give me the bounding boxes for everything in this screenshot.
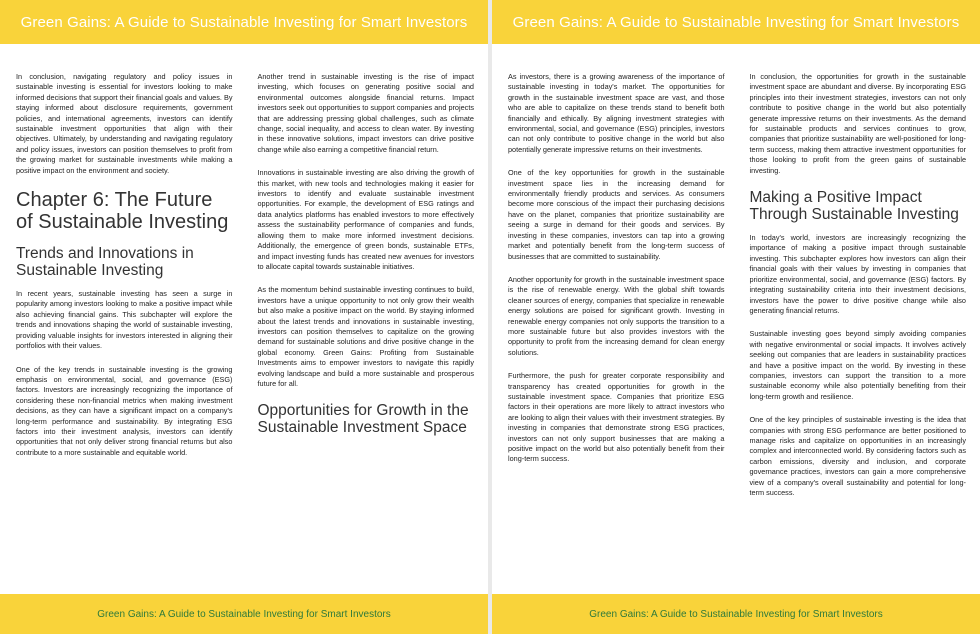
column-1 [508, 72, 725, 586]
header-title: Green Gains: A Guide to Sustainable Investing for Smart Investors [20, 13, 468, 31]
left-page-columns [16, 72, 474, 586]
paragraph: One of the key principles of sustainable investing is the idea that companies with strong ESG performance are better positioned to manage risks and capitalize on opportunities in an increasingly complex and interconnected world. By considering factors such as carbon emissions, diversity and inclusion, and corporate governance practices, investors can gain a more comprehensive view of a company's overall sustainability and potential for long-term success. [749, 415, 966, 497]
paragraph: As investors, there is a growing awareness of the importance of sustainable investing in today's market. The opportunities for growth in the sustainable investment space are vast, and those who are able to capitalize on these trends stand to benefit both financially and ethically. By aligning investment strategies with environmental, social, and governance (ESG) principles, investors can not only contribute to positive change in the world but also potentially generate impressive returns on their investments. [508, 72, 725, 154]
footer-title: Green Gains: A Guide to Sustainable Investing for Smart Investors [97, 608, 391, 620]
page-header [0, 0, 488, 44]
page-footer [0, 594, 488, 634]
paragraph: One of the key trends in sustainable investing is the growing emphasis on environmental, social, and governance (ESG) factors. Investors are increasingly recognizing the importance of considering these non-financial metrics when making investment decisions, as they can have a significant impact on a company's long-term performance and sustainability. By integrating ESG factors into their investment analysis, investors can identify opportunities that not only deliver strong financial returns but also contribute to a more sustainable and equitable world. [16, 364, 233, 457]
paragraph: Furthermore, the push for greater corporate responsibility and transparency has created opportunities for growth in the sustainable investment space. Companies that prioritize ESG factors in their operations are more likely to attract investors who are looking to align their values with their investment strategies. By investing in companies that demonstrate strong ESG practices, investors can not only support businesses that are making a positive impact on the world but also potentially benefit from their long-term success. [508, 371, 725, 464]
column-1 [16, 72, 233, 586]
paragraph: In conclusion, navigating regulatory and policy issues in sustainable investing is essential for investors looking to make informed decisions that support their financial goals and values. By staying informed about disclosure requirements, government policies, and international agreements, investors can identify sustainable investment opportunities that align with their objectives. Ultimately, by understanding and navigating regulatory and policy issues, investors can position themselves to profit from the growing market for sustainable investments while making a positive impact on the environment and society. [16, 72, 233, 175]
paragraph: In today's world, investors are increasingly recognizing the importance of making a positive impact through sustainable investing. This subchapter explores how investors can align their financial goals with their values by investing in companies that prioritize environmental, social, and governance (ESG) factors. By integrating sustainability criteria into their investment decisions, investors have the power to drive positive change while also generating financial returns. [749, 233, 966, 315]
paragraph: In recent years, sustainable investing has seen a surge in popularity among investors looking to make a positive impact while also achieving financial gains. This subchapter will explore the trends and innovations shaping the world of sustainable investing, providing valuable insights for investors interested in aligning their portfolios with their values. [16, 289, 233, 351]
page-footer [492, 594, 980, 634]
chapter-title: Chapter 6: The Future of Sustainable Investing [16, 189, 229, 234]
column-2 [258, 72, 475, 586]
header-title: Green Gains: A Guide to Sustainable Investing for Smart Investors [512, 13, 960, 31]
paragraph: Innovations in sustainable investing are also driving the growth of this market, with new tools and technologies making it easier for investors to identify and evaluate sustainable investment opportunities. For example, the development of ESG ratings and data analytics platforms has enabled investors to more effectively assess the sustainability performance of companies and funds, allowing them to make more informed investment decisions. Additionally, the emergence of green bonds, sustainable ETFs, and impact investing funds has created new avenues for investors to allocate capital towards sustainable initiatives. [257, 168, 474, 271]
left-page [0, 0, 488, 634]
footer-title: Green Gains: A Guide to Sustainable Investing for Smart Investors [589, 608, 883, 620]
section-title: Making a Positive Impact Through Sustainable Investing [749, 189, 959, 224]
paragraph: Sustainable investing goes beyond simply avoiding companies with negative environmental or social impacts. It involves actively seeking out companies that are leaders in sustainability practices and have a positive impact on the world. By investing in these companies, investors can support the transition to a more sustainable economy while also potentially benefiting from their long-term growth and resilience. [749, 329, 966, 401]
page-header [492, 0, 980, 44]
paragraph: As the momentum behind sustainable investing continues to build, investors have a unique opportunity to not only grow their wealth but also make a positive impact on the world. By staying informed about the latest trends and innovations in sustainable investing, investors can position themselves to capitalize on the growing demand for sustainable solutions and drive positive change in the global economy. Green Gains: Profiting from Sustainable Investments aims to empower investors to navigate this rapidly evolving landscape and build a more sustainable and prosperous future for all. [257, 285, 474, 388]
column-2 [750, 72, 967, 586]
right-page-columns [508, 72, 966, 586]
paragraph: One of the key opportunities for growth in the sustainable investment space lies in the increasing demand for environmentally friendly products and services. As consumers become more conscious of the impact their purchasing decisions have on the planet, companies that prioritize sustainability are seeing a surge in demand for their goods and services. By investing in these companies, investors can tap into a growing market and potentially benefit from the long-term success of businesses that are committed to sustainability. [508, 168, 725, 261]
right-page [492, 0, 980, 634]
section-title: Opportunities for Growth in the Sustainable Investment Space [257, 402, 469, 437]
paragraph: Another trend in sustainable investing is the rise of impact investing, which focuses on generating positive social and environmental outcomes alongside financial returns. Impact investors seek out opportunities to support companies and projects that are addressing pressing global challenges, such as climate change, social inequality, and access to clean water. By investing in these innovative solutions, impact investors can drive positive change while also earning a competitive financial return. [257, 72, 474, 154]
paragraph: In conclusion, the opportunities for growth in the sustainable investment space are abundant and diverse. By incorporating ESG principles into their investment strategies, investors can not only contribute to positive change in the world but also potentially generate impressive returns on their investments. As the demand for sustainable products and services continues to grow, companies that prioritize sustainability are well-positioned for long-term success, making them attractive investment opportunities for those looking to profit from the green gains of sustainable investing. [749, 72, 966, 175]
paragraph: Another opportunity for growth in the sustainable investment space is the rise of renewable energy. With the global shift towards cleaner sources of energy, companies that specialize in renewable energy solutions are poised for significant growth. Investing in renewable energy companies not only supports the transition to a more sustainable future but also provides investors with the opportunity to profit from the increasing demand for clean energy solutions. [508, 274, 725, 357]
section-title: Trends and Innovations in Sustainable Investing [16, 245, 194, 280]
